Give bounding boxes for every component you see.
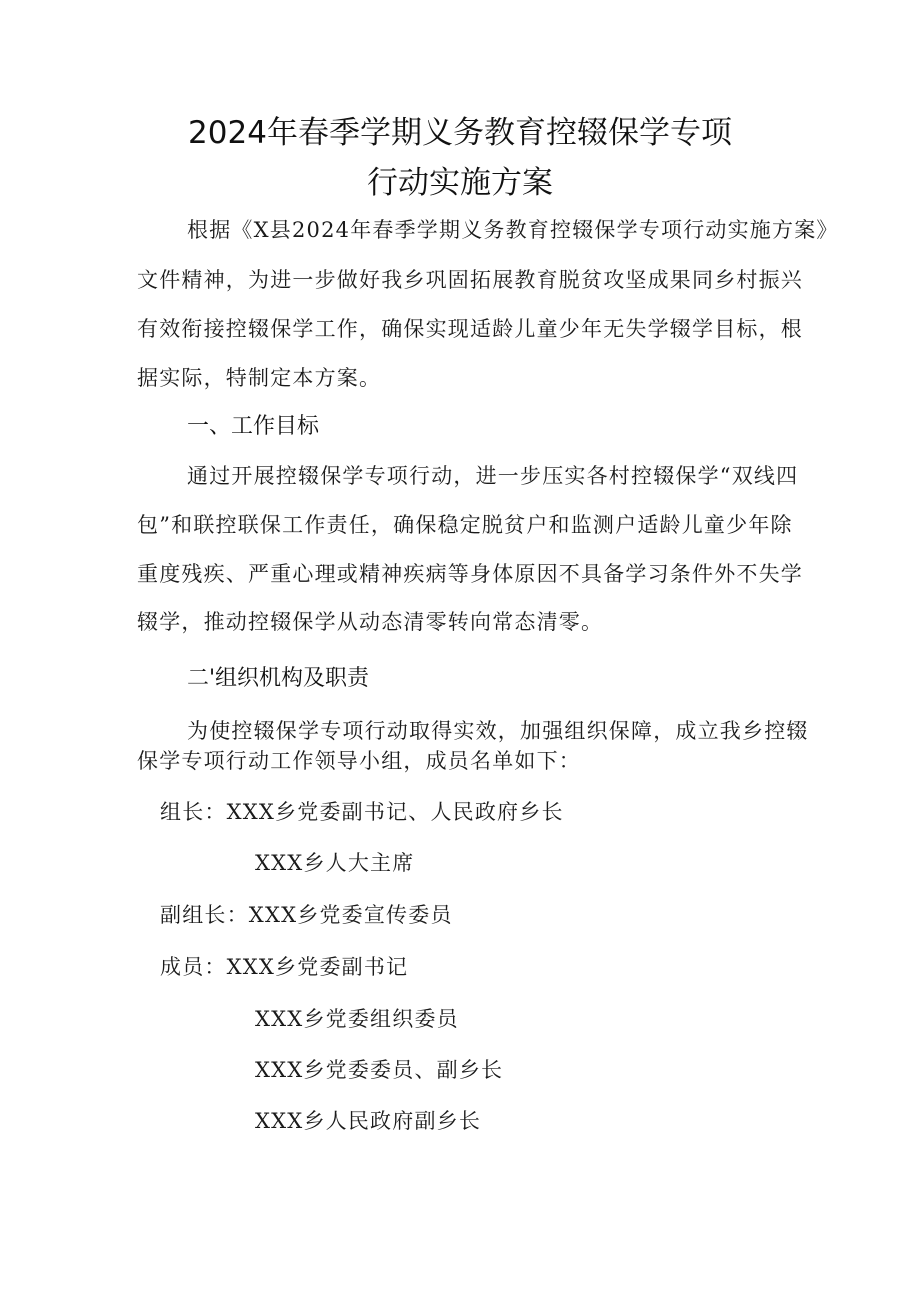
section1-line-3: 重度残疾、严重心理或精神疾病等身体原因不具备学习条件外不失学	[137, 562, 803, 586]
section2-heading: 二'组织机构及职责	[187, 666, 370, 691]
intro-line-3: 有效衔接控辍保学工作，确保实现适龄儿童少年无失学辍学目标，根	[137, 317, 803, 341]
member-line-1: 成员：XXX乡党委副书记	[160, 955, 409, 979]
section1-line-2: 包”和联控联保工作责任，确保稳定脱贫户和监测户适龄儿童少年除	[137, 513, 793, 537]
document-title-line1: 2024年春季学期义务教育控辍保学专项	[188, 115, 732, 151]
member-line-3: XXX乡党委委员、副乡长	[255, 1058, 504, 1082]
deputy-leader-line: 副组长：XXX乡党委宣传委员	[160, 903, 453, 927]
intro-line-4: 据实际，特制定本方案。	[137, 366, 382, 390]
intro-line-2: 文件精神，为进一步做好我乡巩固拓展教育脱贫攻坚成果同乡村振兴	[137, 268, 803, 292]
section1-line-1: 通过开展控辍保学专项行动，进一步压实各村控辍保学“双线四	[187, 464, 799, 488]
leader-line-2: XXX乡人大主席	[255, 851, 415, 875]
member-line-4: XXX乡人民政府副乡长	[255, 1109, 482, 1133]
intro-line-1: 根据《X县2024年春季学期义务教育控辍保学专项行动实施方案》	[187, 218, 839, 242]
section2-line-2: 保学专项行动工作领导小组，成员名单如下：	[137, 749, 581, 773]
section2-line-1: 为使控辍保学专项行动取得实效，加强组织保障，成立我乡控辍	[187, 719, 809, 743]
section1-line-4: 辍学，推动控辍保学从动态清零转向常态清零。	[137, 610, 604, 634]
section1-heading: 一、工作目标	[187, 414, 320, 439]
member-line-2: XXX乡党委组织委员	[255, 1007, 459, 1031]
document-title-line2: 行动实施方案	[367, 165, 553, 201]
leader-line: 组长：XXX乡党委副书记、人民政府乡长	[160, 800, 564, 824]
